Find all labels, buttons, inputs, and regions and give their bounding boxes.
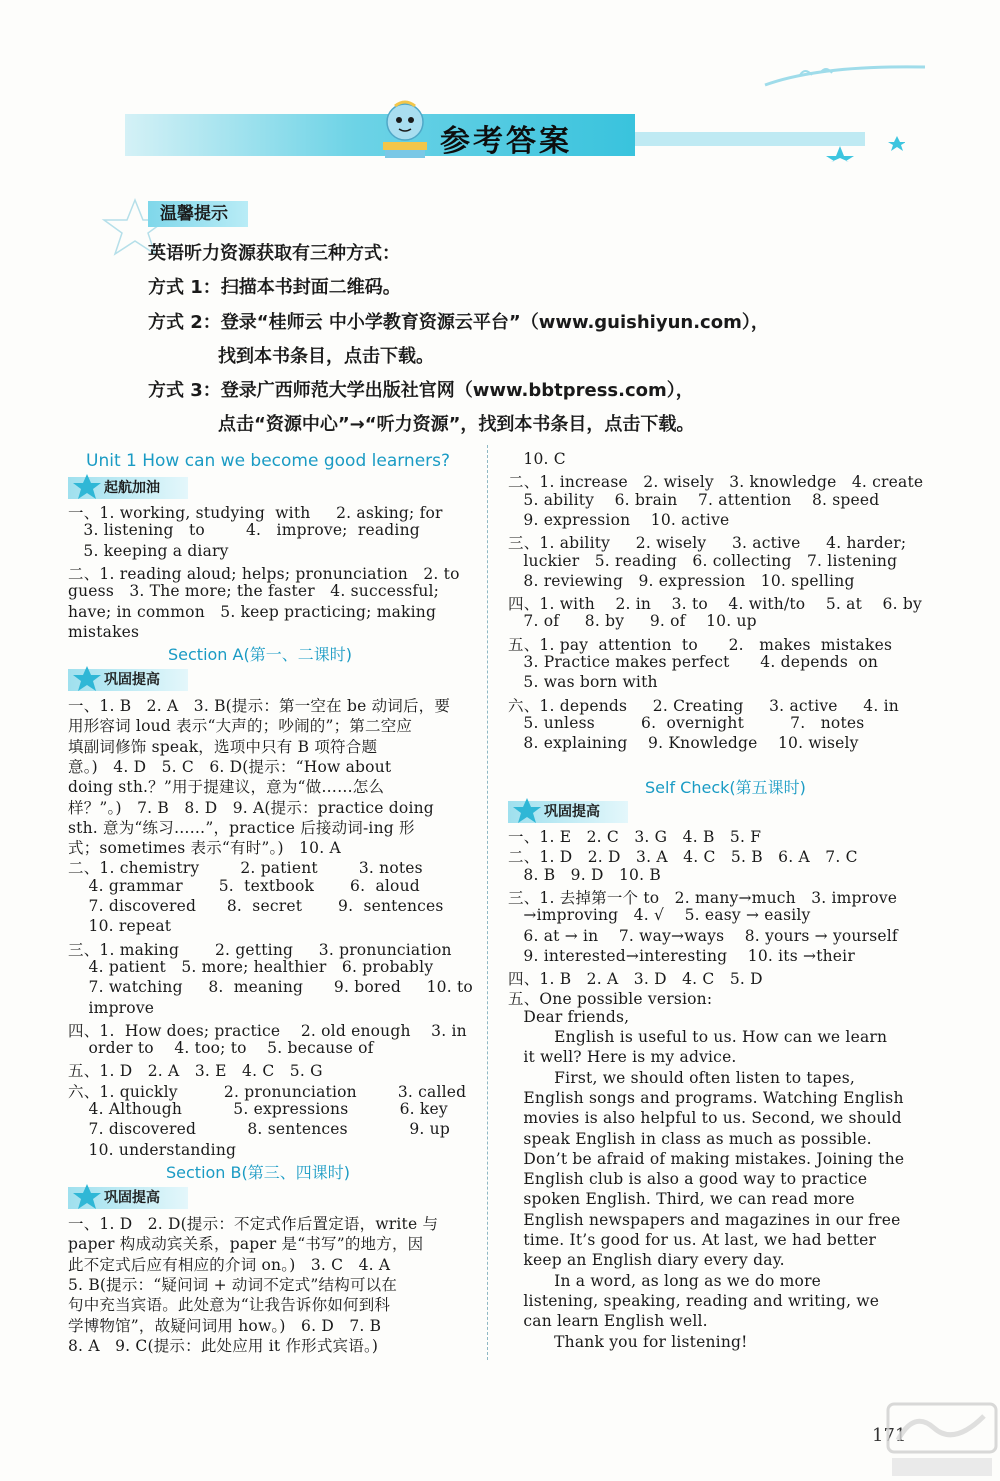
tip-line: 英语听力资源获取有三种方式： <box>148 243 400 264</box>
answer-line: 五、1. pay attention to 2. makes mistakes <box>508 635 893 654</box>
page-title: 参考答案 <box>440 124 572 159</box>
answer-line: In a word, as long as we do more <box>508 1271 822 1290</box>
answer-line: English songs and programs. Watching English <box>508 1088 904 1107</box>
answer-line: listening, speaking, reading and writing, we <box>508 1291 880 1310</box>
answer-line: Dear friends, <box>508 1007 630 1026</box>
answer-line: 一、1. working, studying with 2. asking; for <box>68 504 443 522</box>
answer-line: 一、1. E 2. C 3. G 4. B 5. F <box>508 828 762 846</box>
mascot-icon <box>375 96 435 162</box>
unit-title: Unit 1 How can we become good learners? <box>86 451 451 471</box>
answer-line: order to 4. too; to 5. because of <box>68 1039 374 1058</box>
answer-line: 四、1. with 2. in 3. to 4. with/to 5. at 6. by <box>508 595 922 614</box>
answer-line: 用形容词 loud 表示“大声的；吵闹的”；第二空应 <box>68 717 413 736</box>
answer-line: 10. C <box>508 450 566 468</box>
answer-line: 5. keeping a diary <box>68 541 229 560</box>
answer-line: 6. at → in 7. way→ways 8. yours → yourself <box>508 926 898 945</box>
answer-line: keep an English diary every day. <box>508 1251 785 1270</box>
answer-line: English is useful to us. How can we learn <box>508 1028 888 1046</box>
answer-line: 三、1. 去掉第一个 to 2. many→much 3. improve <box>508 888 898 907</box>
answer-line: spoken English. Third, we can read more <box>508 1190 855 1209</box>
page-number: 171 <box>872 1425 907 1446</box>
answer-line: sth. 意为“练习……”，practice 后接动词-ing 形 <box>68 818 415 837</box>
answer-line: mistakes <box>68 622 140 641</box>
answer-line: 式；sometimes 表示“有时”。) 10. A <box>68 839 341 858</box>
answer-line: 样？”。) 7. B 8. D 9. A(提示：practice doing <box>68 798 434 817</box>
answer-line: paper 构成动宾关系，paper 是“书写”的地方，因 <box>68 1235 424 1254</box>
answer-line: 3. listening to 4. improve; reading <box>68 521 420 540</box>
answer-line: 填副词修饰 speak，选项中只有 B 项符合题 <box>68 737 378 756</box>
answer-line: can learn English well. <box>508 1312 708 1331</box>
column-divider <box>487 445 488 1360</box>
section-tag-label: 起航加油 <box>104 480 160 496</box>
answer-line: →improving 4. √ 5. easy → easily <box>508 906 811 925</box>
answer-line: 三、1. making 2. getting 3. pronunciation <box>68 940 452 959</box>
answer-line: 10. repeat <box>68 917 172 936</box>
answer-line: 8. reviewing 9. expression 10. spelling <box>508 571 855 590</box>
answer-line: have; in common 5. keep practicing; making <box>68 602 437 621</box>
answer-line: 此不定式后应有相应的介词 on。) 3. C 4. A <box>68 1255 391 1274</box>
answer-line: 二、1. increase 2. wisely 3. knowledge 4. create <box>508 473 924 492</box>
answer-line: 8. A 9. C(提示：此处应用 it 作形式宾语。) <box>68 1336 379 1355</box>
answer-line: doing sth.？”用于提建议，意为“做……怎么 <box>68 778 385 797</box>
answer-line: speak English in class as much as possible. <box>508 1129 872 1148</box>
answer-line: 5. unless 6. overnight 7. notes <box>508 713 865 732</box>
section-tag <box>68 477 188 499</box>
answer-line: movies is also helpful to us. Second, we should <box>508 1109 902 1128</box>
answer-line: English club is also a good way to practice <box>508 1170 868 1189</box>
answer-line: 六、1. depends 2. Creating 3. active 4. in <box>508 696 899 715</box>
answer-line: 7. discovered 8. secret 9. sentences <box>68 897 444 915</box>
tip-line: 方式 3：登录广西师范大学出版社官网（www.bbtpress.com）， <box>148 380 694 401</box>
tip-line: 找到本书条目，点击下载。 <box>218 346 434 367</box>
answer-line: luckier 5. reading 6. collecting 7. listening <box>508 551 898 570</box>
star-icon <box>72 665 102 693</box>
tip-line: 方式 1：扫描本书封面二维码。 <box>148 277 401 298</box>
star-icon <box>72 1183 102 1211</box>
answer-line: 8. B 9. D 10. B <box>508 865 661 884</box>
answer-line: 4. patient 5. more; healthier 6. probably <box>68 957 434 976</box>
answer-line: guess 3. The more; the faster 4. successful; <box>68 582 440 601</box>
tip-line: 方式 2：登录“桂师云 中小学教育资源云平台”（www.guishiyun.com）， <box>148 312 769 333</box>
answer-line: 7. watching 8. meaning 9. bored 10. to <box>68 978 473 997</box>
answer-line: English newspapers and magazines in our free <box>508 1210 901 1229</box>
answer-line: 7. discovered 8. sentences 9. up <box>68 1120 450 1139</box>
answer-line: First, we should often listen to tapes, <box>508 1068 856 1087</box>
answer-line: time. It’s good for us. At last, we had better <box>508 1231 877 1249</box>
section-tag <box>508 801 628 823</box>
section-tag-label: 巩固提高 <box>104 1190 160 1206</box>
answer-line: 句中充当宾语。此处意为“让我告诉你如何到科 <box>68 1296 391 1315</box>
section-tag <box>68 669 188 691</box>
answer-line: 一、1. B 2. A 3. B(提示：第一空在 be 动词后，要 <box>68 697 451 715</box>
answer-line: 二、1. D 2. D 3. A 4. C 5. B 6. A 7. C <box>508 848 858 867</box>
answer-line: 二、1. chemistry 2. patient 3. notes <box>68 859 423 878</box>
answer-line: 3. Practice makes perfect 4. depends on <box>508 653 879 671</box>
answer-line: 4. grammar 5. textbook 6. aloud <box>68 876 420 895</box>
answer-line: 五、1. D 2. A 3. E 4. C 5. G <box>68 1062 323 1081</box>
tips-label: 温馨提示 <box>148 201 248 227</box>
answer-line: 一、1. D 2. D(提示：不定式作后置定语，write 与 <box>68 1215 439 1233</box>
answer-line: 5. ability 6. brain 7. attention 8. speed <box>508 490 880 509</box>
answer-line: 二、1. reading aloud; helps; pronunciation 2. to <box>68 564 460 583</box>
answer-line: it well? Here is my advice. <box>508 1048 737 1067</box>
answer-line: 7. of 8. by 9. of 10. up <box>508 612 757 631</box>
section-tag-label: 巩固提高 <box>104 672 160 688</box>
answer-line: 10. understanding <box>68 1140 237 1159</box>
section-tag <box>68 1187 188 1209</box>
answer-line: 5. B(提示：“疑问词 + 动词不定式”结构可以在 <box>68 1275 398 1294</box>
answer-line: 四、1. B 2. A 3. D 4. C 5. D <box>508 970 763 989</box>
answer-line: improve <box>68 998 155 1017</box>
answer-line: 4. Although 5. expressions 6. key <box>68 1100 448 1118</box>
answer-line: 学博物馆”，故疑问词用 how。) 6. D 7. B <box>68 1316 382 1335</box>
section-tag-label: 巩固提高 <box>544 804 600 820</box>
answer-line: 9. interested→interesting 10. its →their <box>508 946 855 965</box>
answer-line: 9. expression 10. active <box>508 510 730 529</box>
answer-line: 5. was born with <box>508 673 658 692</box>
answer-line: Thank you for listening! <box>508 1332 748 1351</box>
tip-line: 点击“资源中心”→“听力资源”，找到本书条目，点击下载。 <box>218 414 695 435</box>
section-title: Section B(第三、四课时) <box>166 1163 350 1182</box>
watermark-logo <box>884 1400 1000 1481</box>
decorative-swoosh-icon <box>760 55 930 95</box>
answer-line: 四、1. How does; practice 2. old enough 3. in <box>68 1021 467 1040</box>
answer-line: 三、1. ability 2. wisely 3. active 4. harder; <box>508 534 907 553</box>
banner-tail-decoration <box>635 132 905 162</box>
star-icon <box>72 473 102 501</box>
star-icon <box>512 797 542 825</box>
answer-line: Don’t be afraid of making mistakes. Joining the <box>508 1149 905 1168</box>
answer-line: 五、One possible version: <box>508 990 713 1009</box>
answer-line: 8. explaining 9. Knowledge 10. wisely <box>508 734 859 753</box>
section-title: Self Check(第五课时) <box>645 778 806 797</box>
answer-line: 六、1. quickly 2. pronunciation 3. called <box>68 1082 467 1101</box>
section-title: Section A(第一、二课时) <box>168 645 352 664</box>
answer-line: 意。) 4. D 5. C 6. D(提示：“How about <box>68 757 392 776</box>
